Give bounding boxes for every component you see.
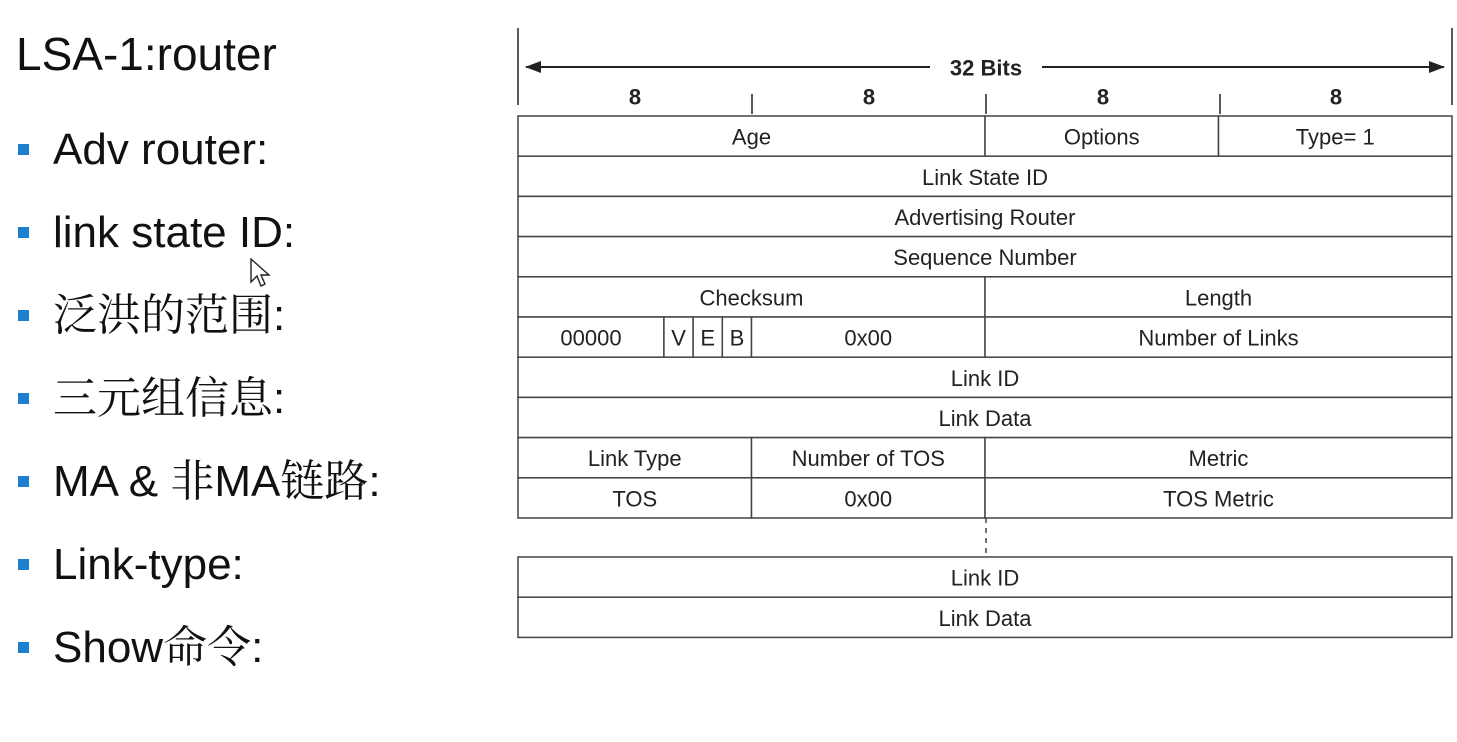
field-label: E xyxy=(700,325,716,351)
octet-label: 8 xyxy=(1096,84,1110,110)
field-label: 0x00 xyxy=(844,325,893,351)
bullet-label: MA & 非MA链路: xyxy=(53,456,381,506)
field-label: Number of Links xyxy=(1138,325,1299,351)
field-label: V xyxy=(671,325,686,351)
field-label: Sequence Number xyxy=(893,245,1077,271)
lsa-header-fields xyxy=(518,116,1452,518)
bullet-label: Show命令: xyxy=(53,622,264,672)
field-label: TOS Metric xyxy=(1163,486,1274,512)
field-label: Options xyxy=(1063,124,1140,150)
bullet-label: Adv router: xyxy=(53,124,269,174)
field-label: B xyxy=(729,325,745,351)
octet-label: 8 xyxy=(1329,84,1343,110)
field-label: Age xyxy=(731,124,772,150)
field-label: TOS xyxy=(612,486,658,512)
mouse-pointer-icon xyxy=(250,258,272,288)
bullet-label: 三元组信息: xyxy=(53,373,286,423)
field-label: Link State ID xyxy=(922,164,1048,190)
field-label: Checksum xyxy=(699,285,804,311)
field-label: 00000 xyxy=(560,325,622,351)
field-label: Advertising Router xyxy=(894,205,1076,230)
bit-width-label: 32 Bits xyxy=(949,55,1023,81)
octet-label: 8 xyxy=(862,84,876,110)
field-label: Link Data xyxy=(938,406,1032,431)
field-label: 0x00 xyxy=(844,486,893,512)
field-label: Link Type xyxy=(587,446,682,472)
slide-title: LSA-1:router xyxy=(16,28,277,80)
field-label: Link ID xyxy=(950,365,1020,391)
field-label: Metric xyxy=(1188,446,1249,472)
bullet-label: link state ID: xyxy=(53,207,296,257)
octet-label: 8 xyxy=(628,84,642,110)
field-label: Length xyxy=(1184,285,1253,311)
repeated-link-fields xyxy=(518,557,1452,637)
field-label: Link Data xyxy=(938,605,1032,631)
bullet-label: 泛洪的范围: xyxy=(53,290,286,340)
bullet-label: Link-type: xyxy=(53,539,244,589)
field-label: Type= 1 xyxy=(1295,124,1375,150)
field-label: Number of TOS xyxy=(791,446,945,472)
field-label: Link ID xyxy=(950,565,1020,591)
